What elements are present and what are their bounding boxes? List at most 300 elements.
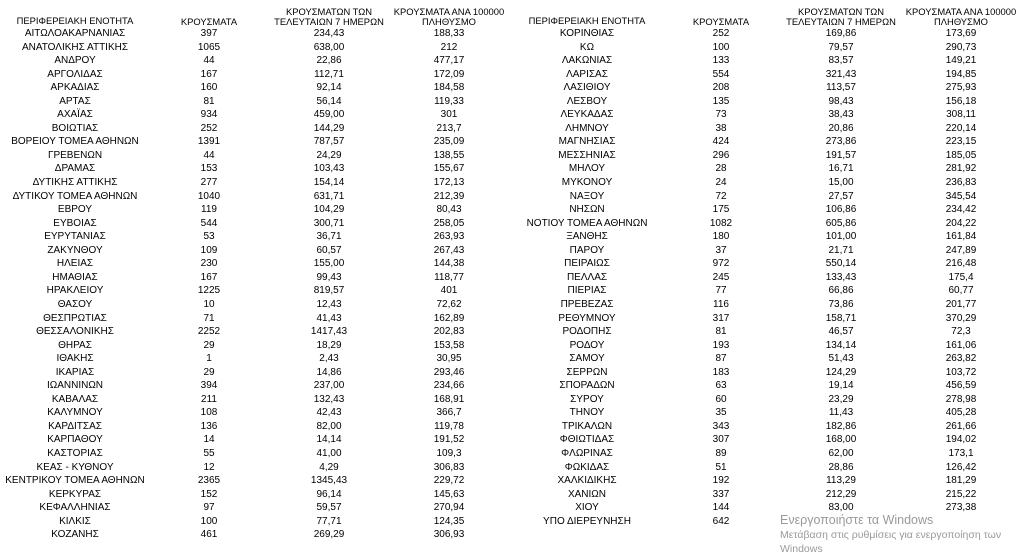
cell-region: ΝΗΣΩΝ bbox=[569, 204, 605, 216]
cell-region: ΘΗΡΑΣ bbox=[58, 339, 92, 351]
table-row bbox=[512, 366, 1024, 380]
cell-region: ΚΑΒΑΛΑΣ bbox=[51, 393, 99, 405]
cell-cases: 14 bbox=[203, 434, 215, 446]
cell-cases: 934 bbox=[200, 109, 218, 121]
cell-cases-7-days: 66,86 bbox=[828, 285, 854, 297]
cell-cases: 1225 bbox=[197, 285, 221, 297]
table-row bbox=[0, 528, 512, 542]
cell-cases: 12 bbox=[203, 461, 215, 473]
cell-region: ΑΙΤΩΛΟΑΚΑΡΝΑΝΙΑΣ bbox=[24, 28, 126, 40]
cell-per-100k: 119,33 bbox=[434, 95, 464, 107]
cell-cases-7-days: 212,29 bbox=[825, 488, 857, 500]
cell-per-100k: 212 bbox=[440, 41, 458, 53]
cell-per-100k: 201,77 bbox=[945, 298, 977, 310]
table-row bbox=[0, 41, 512, 55]
cell-per-100k: 366,7 bbox=[436, 407, 462, 419]
cell-region: ΣΕΡΡΩΝ bbox=[566, 366, 608, 378]
cell-per-100k: 172,09 bbox=[433, 68, 465, 80]
cell-region: ΜΕΣΣΗΝΙΑΣ bbox=[558, 149, 616, 161]
cell-cases: 10 bbox=[203, 298, 215, 310]
watermark-title: Ενεργοποιήστε τα Windows bbox=[780, 513, 934, 527]
cell-per-100k: 275,93 bbox=[945, 82, 977, 94]
cell-region: ΡΟΔΟΥ bbox=[569, 339, 605, 351]
cell-cases-7-days: 2,43 bbox=[319, 353, 339, 365]
header-cases-7-days-line1: ΚΡΟΥΣΜΑΤΩΝ ΤΩΝ bbox=[285, 6, 373, 17]
cell-cases: 153 bbox=[200, 163, 218, 175]
cell-per-100k: 236,83 bbox=[945, 177, 977, 189]
table-row bbox=[512, 461, 1024, 475]
table-row bbox=[0, 95, 512, 109]
cell-cases-7-days: 631,71 bbox=[313, 190, 345, 202]
cell-per-100k: 173,69 bbox=[945, 28, 977, 40]
cell-cases-7-days: 269,29 bbox=[313, 529, 345, 541]
cell-region: ΛΑΣΙΘΙΟΥ bbox=[563, 82, 611, 94]
cell-cases-7-days: 144,29 bbox=[313, 122, 345, 134]
cell-region: ΝΟΤΙΟΥ ΤΟΜΕΑ ΑΘΗΝΩΝ bbox=[526, 217, 648, 229]
cell-cases: 108 bbox=[200, 407, 218, 419]
cell-cases-7-days: 27,57 bbox=[828, 190, 854, 202]
cell-cases-7-days: 36,71 bbox=[316, 231, 342, 243]
cell-per-100k: 261,66 bbox=[945, 420, 977, 432]
cell-region: ΠΙΕΡΙΑΣ bbox=[567, 285, 607, 297]
cell-cases-7-days: 11,43 bbox=[828, 407, 854, 419]
cell-cases-7-days: 155,00 bbox=[313, 258, 345, 270]
cell-cases: 208 bbox=[712, 82, 730, 94]
cell-per-100k: 345,54 bbox=[945, 190, 977, 202]
table-row bbox=[0, 461, 512, 475]
table-row bbox=[0, 420, 512, 434]
cell-cases-7-days: 51,43 bbox=[828, 353, 854, 365]
cell-cases-7-days: 15,00 bbox=[828, 177, 854, 189]
header-per-100k bbox=[902, 7, 1020, 27]
cell-region: ΡΕΘΥΜΝΟΥ bbox=[558, 312, 616, 324]
cell-cases: 133 bbox=[712, 55, 730, 67]
cell-cases: 24 bbox=[715, 177, 727, 189]
cell-cases: 230 bbox=[200, 258, 218, 270]
header-cases: ΚΡΟΥΣΜΑΤΑ bbox=[180, 16, 238, 27]
table-row bbox=[512, 135, 1024, 149]
table-row bbox=[0, 108, 512, 122]
cell-cases: 296 bbox=[712, 149, 730, 161]
cell-cases-7-days: 12,43 bbox=[316, 298, 342, 310]
cell-cases: 144 bbox=[712, 502, 730, 514]
cell-cases-7-days: 237,00 bbox=[313, 380, 345, 392]
cell-region: ΗΛΕΙΑΣ bbox=[56, 258, 94, 270]
cell-cases: 461 bbox=[200, 529, 218, 541]
table-row bbox=[512, 244, 1024, 258]
table-row bbox=[0, 190, 512, 204]
cell-cases: 1082 bbox=[709, 217, 733, 229]
cell-per-100k: 144,38 bbox=[433, 258, 465, 270]
cell-region: ΑΡΚΑΔΙΑΣ bbox=[50, 82, 100, 94]
cell-cases: 152 bbox=[200, 488, 218, 500]
cell-cases-7-days: 168,00 bbox=[825, 434, 857, 446]
cell-cases: 317 bbox=[712, 312, 730, 324]
cell-region: ΚΑΣΤΟΡΙΑΣ bbox=[47, 447, 103, 459]
table-row bbox=[0, 474, 512, 488]
cell-cases: 424 bbox=[712, 136, 730, 148]
cell-cases: 71 bbox=[203, 312, 215, 324]
cell-region: ΚΩ bbox=[579, 41, 595, 53]
cell-cases-7-days: 77,71 bbox=[316, 515, 342, 527]
cell-cases: 51 bbox=[715, 461, 727, 473]
cell-cases: 81 bbox=[715, 326, 727, 338]
cell-per-100k: 273,38 bbox=[945, 502, 977, 514]
table-row bbox=[0, 488, 512, 502]
cell-per-100k: 184,58 bbox=[433, 82, 465, 94]
cell-per-100k: 477,17 bbox=[433, 55, 465, 67]
cell-per-100k: 213,7 bbox=[436, 122, 462, 134]
right-table-body bbox=[512, 27, 1024, 528]
cell-cases: 77 bbox=[715, 285, 727, 297]
cell-per-100k: 405,28 bbox=[945, 407, 977, 419]
cell-cases-7-days: 459,00 bbox=[313, 109, 345, 121]
cell-region: ΛΕΥΚΑΔΑΣ bbox=[560, 109, 614, 121]
cell-region: ΚΑΡΠΑΘΟΥ bbox=[47, 434, 103, 446]
table-row bbox=[0, 325, 512, 339]
cell-cases: 89 bbox=[715, 447, 727, 459]
cell-region: ΣΠΟΡΑΔΩΝ bbox=[559, 380, 615, 392]
cell-cases-7-days: 46,57 bbox=[828, 326, 854, 338]
cell-region: ΜΑΓΝΗΣΙΑΣ bbox=[558, 136, 616, 148]
header-region: ΠΕΡΙΦΕΡΕΙΑΚΗ ΕΝΟΤΗΤΑ bbox=[528, 16, 646, 26]
cell-cases: 97 bbox=[203, 502, 215, 514]
cell-cases-7-days: 106,86 bbox=[825, 204, 857, 216]
cell-region: ΙΘΑΚΗΣ bbox=[56, 353, 94, 365]
cell-per-100k: 212,39 bbox=[433, 190, 465, 202]
cell-cases: 38 bbox=[715, 122, 727, 134]
cell-cases-7-days: 14,14 bbox=[316, 434, 342, 446]
cell-region: ΧΑΛΚΙΔΙΚΗΣ bbox=[557, 475, 617, 487]
watermark-subtitle: Μετάβαση στις ρυθμίσεις για ενεργοποίηση των Windows bbox=[780, 529, 1002, 555]
table-row bbox=[0, 366, 512, 380]
cell-cases: 642 bbox=[712, 515, 730, 527]
cell-per-100k: 258,05 bbox=[433, 217, 465, 229]
cell-cases-7-days: 104,29 bbox=[313, 204, 345, 216]
table-row bbox=[512, 230, 1024, 244]
table-row bbox=[0, 406, 512, 420]
cell-cases-7-days: 638,00 bbox=[313, 41, 345, 53]
cell-per-100k: 306,93 bbox=[433, 529, 465, 541]
cell-cases: 245 bbox=[712, 271, 730, 283]
cell-per-100k: 124,35 bbox=[433, 515, 465, 527]
cell-cases-7-days: 234,43 bbox=[313, 28, 345, 40]
header-cases: ΚΡΟΥΣΜΑΤΑ bbox=[692, 16, 750, 27]
cell-per-100k: 126,42 bbox=[945, 461, 977, 473]
cell-cases-7-days: 96,14 bbox=[316, 488, 342, 500]
cell-region: ΠΕΙΡΑΙΩΣ bbox=[564, 258, 610, 270]
cell-cases: 29 bbox=[203, 366, 215, 378]
table-row bbox=[512, 257, 1024, 271]
cell-cases: 160 bbox=[200, 82, 218, 94]
table-row bbox=[0, 352, 512, 366]
left-table bbox=[0, 0, 512, 542]
cell-region: ΚΕΡΚΥΡΑΣ bbox=[48, 488, 102, 500]
cell-per-100k: 173,1 bbox=[948, 447, 974, 459]
cell-region: ΤΡΙΚΑΛΩΝ bbox=[561, 420, 613, 432]
windows-activation-watermark bbox=[780, 512, 1024, 556]
left-table-body bbox=[0, 27, 512, 542]
cell-per-100k: 185,05 bbox=[945, 149, 977, 161]
cell-cases-7-days: 132,43 bbox=[313, 393, 345, 405]
cell-cases-7-days: 191,57 bbox=[825, 149, 857, 161]
cell-per-100k: 401 bbox=[440, 285, 458, 297]
cell-per-100k: 370,29 bbox=[945, 312, 977, 324]
cell-cases-7-days: 18,29 bbox=[316, 339, 342, 351]
table-row bbox=[512, 488, 1024, 502]
cell-region: ΥΠΟ ΔΙΕΡΕΥΝΗΣΗ bbox=[543, 515, 631, 527]
cell-per-100k: 267,43 bbox=[433, 244, 465, 256]
cell-cases-7-days: 154,14 bbox=[313, 177, 345, 189]
cell-per-100k: 293,46 bbox=[433, 366, 465, 378]
table-row bbox=[512, 284, 1024, 298]
cell-region: ΚΟΖΑΝΗΣ bbox=[51, 529, 99, 541]
cell-cases-7-days: 605,86 bbox=[825, 217, 857, 229]
cell-region: ΤΗΝΟΥ bbox=[569, 407, 605, 419]
cell-region: ΗΜΑΘΙΑΣ bbox=[52, 271, 98, 283]
cell-region: ΑΝΑΤΟΛΙΚΗΣ ΑΤΤΙΚΗΣ bbox=[21, 41, 129, 53]
cell-cases: 55 bbox=[203, 447, 215, 459]
table-row bbox=[0, 149, 512, 163]
cell-per-100k: 188,33 bbox=[433, 28, 465, 40]
cell-per-100k: 216,48 bbox=[945, 258, 977, 270]
cell-region: ΦΛΩΡΙΝΑΣ bbox=[561, 447, 613, 459]
cell-per-100k: 103,72 bbox=[945, 366, 977, 378]
cell-cases-7-days: 28,86 bbox=[828, 461, 854, 473]
cell-cases: 337 bbox=[712, 488, 730, 500]
cell-cases-7-days: 79,57 bbox=[828, 41, 854, 53]
cell-cases: 72 bbox=[715, 190, 727, 202]
cell-region: ΙΩΑΝΝΙΝΩΝ bbox=[46, 380, 104, 392]
cell-cases-7-days: 113,57 bbox=[826, 82, 856, 94]
table-row bbox=[512, 41, 1024, 55]
cell-cases-7-days: 819,57 bbox=[313, 285, 345, 297]
cell-cases: 119 bbox=[201, 204, 217, 216]
cell-cases: 28 bbox=[715, 163, 727, 175]
table-row bbox=[0, 122, 512, 136]
table-row bbox=[0, 27, 512, 41]
header-cases-7-days-line2: ΤΕΛΕΥΤΑΙΩΝ 7 ΗΜΕΡΩΝ bbox=[274, 16, 384, 27]
cell-region: ΚΑΛΥΜΝΟΥ bbox=[47, 407, 103, 419]
table-row bbox=[0, 203, 512, 217]
cell-per-100k: 247,89 bbox=[945, 244, 977, 256]
cell-cases: 109 bbox=[200, 244, 218, 256]
cell-cases-7-days: 4,29 bbox=[319, 461, 339, 473]
cell-region: ΕΥΡΥΤΑΝΙΑΣ bbox=[44, 231, 106, 243]
cell-cases: 2252 bbox=[197, 326, 221, 338]
cell-cases-7-days: 124,29 bbox=[825, 366, 857, 378]
table-row bbox=[512, 311, 1024, 325]
header-cases-7-days-line2: ΤΕΛΕΥΤΑΙΩΝ 7 ΗΜΕΡΩΝ bbox=[786, 16, 896, 27]
cell-region: ΕΒΡΟΥ bbox=[57, 204, 93, 216]
cell-cases: 35 bbox=[715, 407, 727, 419]
cell-cases-7-days: 92,14 bbox=[316, 82, 342, 94]
cell-cases: 1065 bbox=[197, 41, 221, 53]
cell-per-100k: 30,95 bbox=[436, 353, 462, 365]
cell-cases: 544 bbox=[200, 217, 218, 229]
cell-cases-7-days: 787,57 bbox=[313, 136, 345, 148]
cell-region: ΛΕΣΒΟΥ bbox=[566, 95, 608, 107]
cell-region: ΓΡΕΒΕΝΩΝ bbox=[47, 149, 103, 161]
cell-cases-7-days: 42,43 bbox=[316, 407, 342, 419]
cell-cases-7-days: 134,14 bbox=[825, 339, 857, 351]
cell-region: ΚΕΦΑΛΛΗΝΙΑΣ bbox=[39, 502, 111, 514]
table-row bbox=[512, 162, 1024, 176]
cell-cases-7-days: 14,86 bbox=[316, 366, 342, 378]
cell-cases-7-days: 73,86 bbox=[828, 298, 854, 310]
cell-cases-7-days: 1345,43 bbox=[310, 475, 348, 487]
cell-per-100k: 270,94 bbox=[433, 502, 465, 514]
cell-cases-7-days: 56,14 bbox=[316, 95, 342, 107]
cell-per-100k: 229,72 bbox=[433, 475, 465, 487]
table-row bbox=[0, 271, 512, 285]
cell-cases: 136 bbox=[200, 420, 218, 432]
cell-per-100k: 72,3 bbox=[951, 326, 971, 338]
table-row bbox=[0, 433, 512, 447]
cell-cases-7-days: 22,86 bbox=[316, 55, 342, 67]
cell-cases: 29 bbox=[203, 339, 215, 351]
table-row bbox=[512, 406, 1024, 420]
cell-per-100k: 263,93 bbox=[433, 231, 465, 243]
cell-cases: 180 bbox=[712, 231, 730, 243]
cell-cases: 192 bbox=[712, 475, 730, 487]
table-row bbox=[0, 298, 512, 312]
cell-cases: 37 bbox=[715, 244, 727, 256]
cell-cases-7-days: 103,43 bbox=[313, 163, 345, 175]
cell-cases: 252 bbox=[200, 122, 218, 134]
cell-per-100k: 149,21 bbox=[945, 55, 977, 67]
cell-region: ΡΟΔΟΠΗΣ bbox=[562, 326, 612, 338]
cell-per-100k: 175,4 bbox=[948, 271, 974, 283]
table-row bbox=[512, 176, 1024, 190]
table-row bbox=[0, 379, 512, 393]
cell-per-100k: 194,85 bbox=[945, 68, 977, 80]
cell-cases-7-days: 1417,43 bbox=[310, 326, 348, 338]
header-per-100k-line1: ΚΡΟΥΣΜΑΤΑ ΑΝΑ 100000 bbox=[905, 6, 1017, 17]
cell-region: ΗΡΑΚΛΕΙΟΥ bbox=[46, 285, 104, 297]
table-row bbox=[512, 433, 1024, 447]
cell-region: ΔΥΤΙΚΗΣ ΑΤΤΙΚΗΣ bbox=[32, 177, 118, 189]
cell-region: ΔΥΤΙΚΟΥ ΤΟΜΕΑ ΑΘΗΝΩΝ bbox=[12, 190, 138, 202]
cell-cases-7-days: 169,86 bbox=[825, 28, 857, 40]
cell-cases-7-days: 321,43 bbox=[825, 68, 857, 80]
cell-cases-7-days: 62,00 bbox=[828, 447, 854, 459]
cell-cases: 44 bbox=[203, 149, 215, 161]
cell-region: ΛΗΜΝΟΥ bbox=[565, 122, 609, 134]
cell-cases-7-days: 133,43 bbox=[825, 271, 857, 283]
cell-region: ΖΑΚΥΝΘΟΥ bbox=[47, 244, 103, 256]
header-per-100k bbox=[390, 7, 508, 27]
cell-cases-7-days: 21,71 bbox=[828, 244, 854, 256]
cell-region: ΠΕΛΛΑΣ bbox=[566, 271, 608, 283]
cell-cases: 193 bbox=[712, 339, 730, 351]
cell-per-100k: 80,43 bbox=[436, 204, 462, 216]
cell-region: ΚΕΑΣ - ΚΥΘΝΟΥ bbox=[36, 461, 114, 473]
cell-cases-7-days: 113,29 bbox=[826, 475, 856, 487]
cell-cases-7-days: 19,14 bbox=[828, 380, 854, 392]
cell-cases-7-days: 300,71 bbox=[313, 217, 345, 229]
table-row bbox=[0, 135, 512, 149]
cell-region: ΑΝΔΡΟΥ bbox=[54, 55, 96, 67]
cell-per-100k: 60,77 bbox=[948, 285, 974, 297]
cell-cases-7-days: 60,57 bbox=[316, 244, 342, 256]
cell-per-100k: 456,59 bbox=[945, 380, 977, 392]
table-row bbox=[0, 515, 512, 529]
cell-per-100k: 168,91 bbox=[433, 393, 465, 405]
cell-per-100k: 191,52 bbox=[433, 434, 465, 446]
header-cases-7-days bbox=[780, 7, 902, 27]
cell-cases: 100 bbox=[712, 41, 730, 53]
cell-cases: 81 bbox=[203, 95, 215, 107]
cell-cases-7-days: 83,57 bbox=[828, 55, 854, 67]
cell-region: ΠΡΕΒΕΖΑΣ bbox=[560, 298, 614, 310]
cell-region: ΛΑΚΩΝΙΑΣ bbox=[561, 55, 613, 67]
cell-region: ΘΕΣΠΡΩΤΙΑΣ bbox=[43, 312, 107, 324]
cell-cases-7-days: 273,86 bbox=[825, 136, 857, 148]
cell-cases: 972 bbox=[712, 258, 730, 270]
cell-cases-7-days: 41,00 bbox=[316, 447, 342, 459]
cell-cases: 307 bbox=[712, 434, 730, 446]
table-row bbox=[512, 271, 1024, 285]
cell-cases: 167 bbox=[200, 271, 218, 283]
table-row bbox=[0, 54, 512, 68]
cell-region: ΣΥΡΟΥ bbox=[570, 393, 604, 405]
cell-cases: 100 bbox=[200, 515, 218, 527]
cell-region: ΣΑΜΟΥ bbox=[569, 353, 605, 365]
header-cases-7-days-line1: ΚΡΟΥΣΜΑΤΩΝ ΤΩΝ bbox=[797, 6, 885, 17]
table-row bbox=[512, 352, 1024, 366]
cell-cases: 60 bbox=[715, 393, 727, 405]
cell-region: ΜΗΛΟΥ bbox=[568, 163, 606, 175]
cell-region: ΦΩΚΙΔΑΣ bbox=[564, 461, 610, 473]
cell-region: ΚΙΛΚΙΣ bbox=[59, 515, 91, 527]
cell-cases-7-days: 550,14 bbox=[825, 258, 857, 270]
cell-region: ΧΙΟΥ bbox=[575, 502, 599, 514]
cell-region: ΜΥΚΟΝΟΥ bbox=[561, 177, 613, 189]
cell-per-100k: 109,3 bbox=[436, 447, 462, 459]
cell-cases: 252 bbox=[712, 28, 730, 40]
table-row bbox=[512, 68, 1024, 82]
cell-region: ΒΟΙΩΤΙΑΣ bbox=[51, 122, 99, 134]
table-row bbox=[512, 325, 1024, 339]
cell-cases-7-days: 99,43 bbox=[316, 271, 342, 283]
cell-per-100k: 234,66 bbox=[433, 380, 465, 392]
cell-cases-7-days: 24,29 bbox=[316, 149, 342, 161]
cell-per-100k: 145,63 bbox=[433, 488, 465, 500]
right-table bbox=[512, 0, 1024, 528]
header-cases-7-days bbox=[268, 7, 390, 27]
cell-per-100k: 153,58 bbox=[433, 339, 465, 351]
cell-region: ΚΑΡΔΙΤΣΑΣ bbox=[48, 420, 102, 432]
cell-per-100k: 263,82 bbox=[945, 353, 977, 365]
cell-per-100k: 72,62 bbox=[436, 298, 462, 310]
table-row bbox=[512, 27, 1024, 41]
cell-cases: 135 bbox=[712, 95, 730, 107]
cell-per-100k: 308,11 bbox=[946, 109, 976, 121]
cell-per-100k: 234,42 bbox=[945, 204, 977, 216]
cell-cases-7-days: 20,86 bbox=[828, 122, 854, 134]
cell-per-100k: 235,09 bbox=[433, 136, 465, 148]
cell-per-100k: 281,92 bbox=[945, 163, 977, 175]
cell-region: ΠΑΡΟΥ bbox=[569, 244, 605, 256]
cell-per-100k: 204,22 bbox=[945, 217, 977, 229]
table-row bbox=[512, 95, 1024, 109]
cell-cases: 53 bbox=[203, 231, 215, 243]
cell-region: ΔΡΑΜΑΣ bbox=[54, 163, 96, 175]
table-row bbox=[512, 217, 1024, 231]
cell-region: ΒΟΡΕΙΟΥ ΤΟΜΕΑ ΑΘΗΝΩΝ bbox=[11, 136, 139, 148]
cell-region: ΚΟΡΙΝΘΙΑΣ bbox=[559, 28, 615, 40]
